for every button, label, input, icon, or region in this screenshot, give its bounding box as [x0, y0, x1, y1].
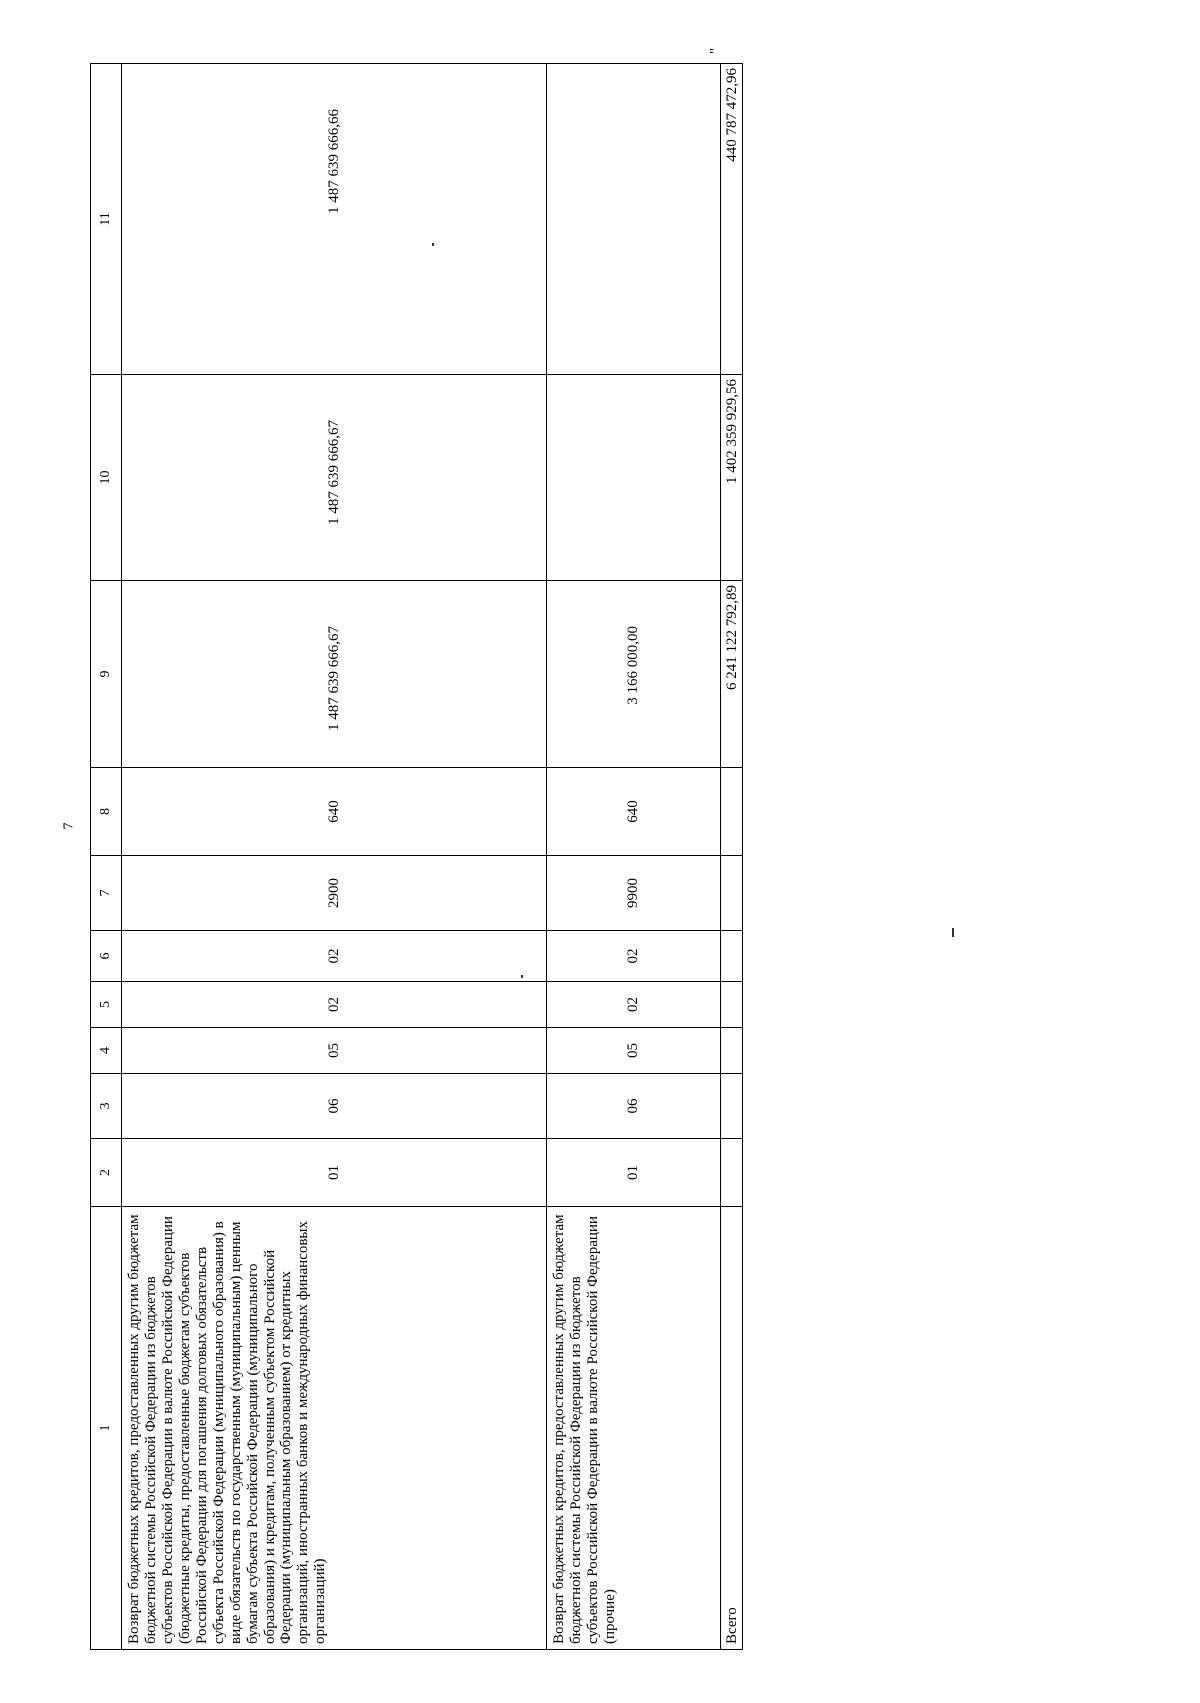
code-cell: 640 [122, 768, 547, 856]
budget-table [90, 63, 743, 1650]
code-cell [720, 768, 742, 856]
amount-cell: 3 166 000,00 [547, 581, 721, 768]
table-row [122, 64, 547, 1650]
total-row [720, 64, 742, 1650]
col-header-11: 11 [91, 64, 122, 375]
code-cell [720, 982, 742, 1028]
table-row [547, 64, 721, 1650]
code-cell [720, 1139, 742, 1207]
code-cell: 02 [122, 931, 547, 982]
col-header-7: 7 [91, 856, 122, 931]
amount-cell [547, 64, 721, 375]
col-header-10: 10 [91, 375, 122, 581]
col-header-9: 9 [91, 581, 122, 768]
col-header-5: 5 [91, 982, 122, 1028]
col-header-4: 4 [91, 1028, 122, 1074]
col-header-8: 8 [91, 768, 122, 856]
rotated-table-frame [90, 64, 743, 1650]
col-header-2: 2 [91, 1139, 122, 1207]
column-number-row [91, 64, 122, 1650]
amount-cell: 1 487 639 666,66 [122, 64, 547, 375]
code-cell: 01 [547, 1139, 721, 1207]
code-cell: 01 [122, 1139, 547, 1207]
code-cell [720, 1074, 742, 1139]
page-number: 7 [61, 822, 77, 830]
code-cell: 2900 [122, 856, 547, 931]
code-cell: 02 [547, 982, 721, 1028]
table-container [90, 64, 743, 1650]
row-description: Возврат бюджетных кредитов, предоставленных другим бюджетам бюджетной системы Российской Федерации из бюджетов субъектов Российской Федерации в валюте Российской Федерации (бюджетные кредиты, предоставленные бюджетам субъектов Российской Федерации для погашения долговых обязательств субъекта Российской Федерации (муниципального образования) в виде обязательств по государственным (муниципальным) ценным бумагам субъекта Российской Федерации (муниципального образования) и кредитам, полученным субъектом Российской Федерации (муниципальным образованием) от кредитных организаций, иностранных банков и международных финансовых организаций) [122, 1207, 547, 1650]
total-amount-cell: 6 241 122 792,89 [720, 581, 742, 768]
total-label: Всего [720, 1207, 742, 1650]
amount-cell: 1 487 639 666,67 [122, 581, 547, 768]
closing-quote-mark: " [707, 47, 725, 55]
amount-cell [547, 375, 721, 581]
code-cell: 02 [547, 931, 721, 982]
total-amount-cell: 1 402 359 929,56 [720, 375, 742, 581]
scan-speck [521, 975, 523, 978]
code-cell: 640 [547, 768, 721, 856]
code-cell [720, 931, 742, 982]
code-cell: 05 [547, 1028, 721, 1074]
col-header-6: 6 [91, 931, 122, 982]
code-cell: 02 [122, 982, 547, 1028]
code-cell: 06 [122, 1074, 547, 1139]
code-cell: 9900 [547, 856, 721, 931]
col-header-3: 3 [91, 1074, 122, 1139]
total-amount-cell: 440 787 472,96 [720, 64, 742, 375]
scan-speck [432, 243, 434, 246]
col-header-1: 1 [91, 1207, 122, 1650]
code-cell: 06 [547, 1074, 721, 1139]
amount-cell: 1 487 639 666,67 [122, 375, 547, 581]
code-cell [720, 1028, 742, 1074]
scan-speck [952, 928, 954, 937]
code-cell: 05 [122, 1028, 547, 1074]
row-description: Возврат бюджетных кредитов, предоставленных другим бюджетам бюджетной системы Российской Федерации из бюджетов субъектов Российской Федерации в валюте Российской Федерации (прочие) [547, 1207, 721, 1650]
code-cell [720, 856, 742, 931]
